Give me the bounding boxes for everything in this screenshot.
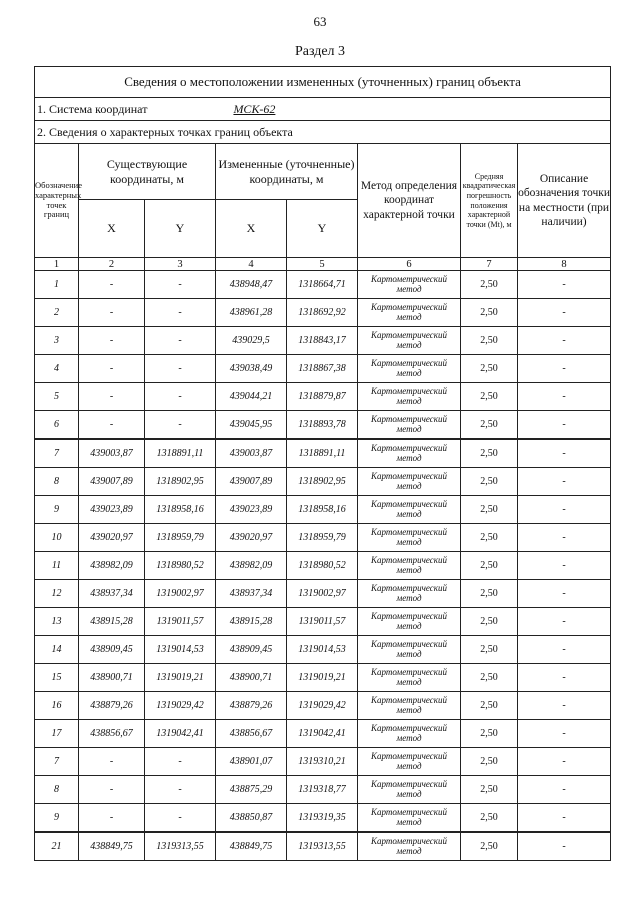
error-cell: 2,50 — [461, 524, 518, 552]
changed-y-cell: 1319318,77 — [287, 776, 358, 804]
description-cell: - — [518, 439, 611, 468]
changed-y-cell: 1319313,55 — [287, 832, 358, 861]
column-number: 4 — [216, 258, 287, 271]
existing-y-cell: 1319014,53 — [145, 636, 216, 664]
point-label-cell: 12 — [35, 580, 79, 608]
header-changed-y: Y — [287, 200, 358, 258]
existing-x-cell: - — [79, 327, 145, 355]
coord-system-value: МСК-62 — [233, 101, 276, 116]
description-cell: - — [518, 383, 611, 411]
point-label-cell: 13 — [35, 608, 79, 636]
description-cell: - — [518, 524, 611, 552]
method-cell: Картометрический метод — [358, 439, 461, 468]
existing-y-cell: 1318902,95 — [145, 468, 216, 496]
existing-x-cell: 438909,45 — [79, 636, 145, 664]
error-cell: 2,50 — [461, 720, 518, 748]
error-cell: 2,50 — [461, 439, 518, 468]
method-cell: Картометрический метод — [358, 664, 461, 692]
existing-x-cell: 439023,89 — [79, 496, 145, 524]
point-label-cell: 5 — [35, 383, 79, 411]
existing-x-cell: 438856,67 — [79, 720, 145, 748]
coord-system-row — [35, 98, 611, 121]
description-cell: - — [518, 804, 611, 833]
column-number: 1 — [35, 258, 79, 271]
column-number: 8 — [518, 258, 611, 271]
description-cell: - — [518, 271, 611, 299]
point-label-cell: 8 — [35, 468, 79, 496]
point-label-cell: 10 — [35, 524, 79, 552]
error-cell: 2,50 — [461, 804, 518, 833]
table-row — [35, 580, 611, 608]
existing-y-cell: 1318958,16 — [145, 496, 216, 524]
changed-x-cell: 438915,28 — [216, 608, 287, 636]
existing-x-cell: 438937,34 — [79, 580, 145, 608]
changed-y-cell: 1318958,16 — [287, 496, 358, 524]
error-cell: 2,50 — [461, 776, 518, 804]
error-cell: 2,50 — [461, 355, 518, 383]
point-label-cell: 9 — [35, 496, 79, 524]
header-error: Средняя квадратическая погрешность положения характерной точки (Мt), м — [461, 144, 518, 258]
error-cell: 2,50 — [461, 411, 518, 440]
error-cell: 2,50 — [461, 636, 518, 664]
changed-y-cell: 1319310,21 — [287, 748, 358, 776]
table-row — [35, 720, 611, 748]
existing-x-cell: - — [79, 299, 145, 327]
existing-y-cell: 1319002,97 — [145, 580, 216, 608]
method-cell: Картометрический метод — [358, 411, 461, 440]
changed-y-cell: 1318891,11 — [287, 439, 358, 468]
existing-y-cell: 1319029,42 — [145, 692, 216, 720]
error-cell: 2,50 — [461, 327, 518, 355]
description-cell: - — [518, 468, 611, 496]
description-cell: - — [518, 580, 611, 608]
table-row — [35, 355, 611, 383]
existing-x-cell: - — [79, 271, 145, 299]
table-row — [35, 271, 611, 299]
table-row — [35, 299, 611, 327]
existing-y-cell: - — [145, 271, 216, 299]
changed-y-cell: 1318843,17 — [287, 327, 358, 355]
changed-x-cell: 438875,29 — [216, 776, 287, 804]
existing-x-cell: 438982,09 — [79, 552, 145, 580]
point-label-cell: 14 — [35, 636, 79, 664]
error-cell: 2,50 — [461, 832, 518, 861]
description-cell: - — [518, 411, 611, 440]
existing-y-cell: - — [145, 299, 216, 327]
point-label-cell: 1 — [35, 271, 79, 299]
error-cell: 2,50 — [461, 383, 518, 411]
existing-x-cell: 438849,75 — [79, 832, 145, 861]
table-row — [35, 692, 611, 720]
header-changed-x: X — [216, 200, 287, 258]
changed-y-cell: 1319019,21 — [287, 664, 358, 692]
description-cell: - — [518, 692, 611, 720]
method-cell: Картометрический метод — [358, 580, 461, 608]
header-existing-y: Y — [145, 200, 216, 258]
existing-y-cell: 1319011,57 — [145, 608, 216, 636]
table-row — [35, 832, 611, 861]
header-existing-x: X — [79, 200, 145, 258]
error-cell: 2,50 — [461, 271, 518, 299]
changed-y-cell: 1318664,71 — [287, 271, 358, 299]
point-label-cell: 2 — [35, 299, 79, 327]
existing-y-cell: - — [145, 383, 216, 411]
existing-y-cell: - — [145, 748, 216, 776]
page-number: 63 — [313, 14, 327, 29]
changed-x-cell: 438961,28 — [216, 299, 287, 327]
column-number: 7 — [461, 258, 518, 271]
existing-y-cell: 1318980,52 — [145, 552, 216, 580]
method-cell: Картометрический метод — [358, 496, 461, 524]
existing-x-cell: 438879,26 — [79, 692, 145, 720]
table-row — [35, 524, 611, 552]
point-label-cell: 3 — [35, 327, 79, 355]
existing-y-cell: 1319042,41 — [145, 720, 216, 748]
table-row — [35, 776, 611, 804]
header-description: Описание обозначения точки на местности (при наличии) — [518, 144, 611, 258]
changed-x-cell: 438900,71 — [216, 664, 287, 692]
point-label-cell: 9 — [35, 804, 79, 833]
description-cell: - — [518, 608, 611, 636]
table-row — [35, 439, 611, 468]
existing-x-cell: - — [79, 748, 145, 776]
existing-x-cell: - — [79, 804, 145, 833]
point-label-cell: 21 — [35, 832, 79, 861]
description-cell: - — [518, 327, 611, 355]
changed-x-cell: 438901,07 — [216, 748, 287, 776]
table-title: Сведения о местоположении измененных (уточненных) границ объекта — [35, 67, 611, 98]
changed-x-cell: 439044,21 — [216, 383, 287, 411]
changed-x-cell: 439020,97 — [216, 524, 287, 552]
point-label-cell: 16 — [35, 692, 79, 720]
method-cell: Картометрический метод — [358, 636, 461, 664]
error-cell: 2,50 — [461, 496, 518, 524]
table-row — [35, 664, 611, 692]
changed-x-cell: 438982,09 — [216, 552, 287, 580]
changed-y-cell: 1318902,95 — [287, 468, 358, 496]
changed-x-cell: 438849,75 — [216, 832, 287, 861]
method-cell: Картометрический метод — [358, 804, 461, 833]
existing-x-cell: - — [79, 411, 145, 440]
existing-x-cell: - — [79, 776, 145, 804]
method-cell: Картометрический метод — [358, 720, 461, 748]
table-row — [35, 327, 611, 355]
error-cell: 2,50 — [461, 299, 518, 327]
description-cell: - — [518, 664, 611, 692]
existing-x-cell: 439020,97 — [79, 524, 145, 552]
changed-y-cell: 1319042,41 — [287, 720, 358, 748]
method-cell: Картометрический метод — [358, 608, 461, 636]
description-cell: - — [518, 776, 611, 804]
description-cell: - — [518, 720, 611, 748]
changed-y-cell: 1319014,53 — [287, 636, 358, 664]
method-cell: Картометрический метод — [358, 524, 461, 552]
coord-system-label: 1. Система координат — [37, 101, 148, 116]
table-row — [35, 383, 611, 411]
method-cell: Картометрический метод — [358, 383, 461, 411]
point-label-cell: 4 — [35, 355, 79, 383]
method-cell: Картометрический метод — [358, 355, 461, 383]
description-cell: - — [518, 496, 611, 524]
existing-x-cell: 438900,71 — [79, 664, 145, 692]
changed-x-cell: 438909,45 — [216, 636, 287, 664]
existing-x-cell: 438915,28 — [79, 608, 145, 636]
existing-y-cell: - — [145, 776, 216, 804]
method-cell: Картометрический метод — [358, 552, 461, 580]
method-cell: Картометрический метод — [358, 299, 461, 327]
point-label-cell: 7 — [35, 748, 79, 776]
existing-y-cell: 1318959,79 — [145, 524, 216, 552]
existing-y-cell: 1319019,21 — [145, 664, 216, 692]
point-label-cell: 15 — [35, 664, 79, 692]
existing-x-cell: 439007,89 — [79, 468, 145, 496]
changed-y-cell: 1319319,35 — [287, 804, 358, 833]
points-heading: 2. Сведения о характерных точках границ объекта — [35, 121, 611, 144]
table-row — [35, 411, 611, 440]
point-label-cell: 6 — [35, 411, 79, 440]
point-label-cell: 17 — [35, 720, 79, 748]
existing-x-cell: - — [79, 383, 145, 411]
changed-x-cell: 439023,89 — [216, 496, 287, 524]
header-point-label: Обозначение характерных точек границ — [35, 144, 79, 258]
changed-x-cell: 439029,5 — [216, 327, 287, 355]
column-number: 3 — [145, 258, 216, 271]
table-row — [35, 496, 611, 524]
column-number: 6 — [358, 258, 461, 271]
column-number: 5 — [287, 258, 358, 271]
error-cell: 2,50 — [461, 664, 518, 692]
changed-x-cell: 439045,95 — [216, 411, 287, 440]
method-cell: Картометрический метод — [358, 776, 461, 804]
table-row — [35, 636, 611, 664]
header-changed-coords: Измененные (уточненные) координаты, м — [216, 144, 358, 200]
existing-y-cell: 1319313,55 — [145, 832, 216, 861]
point-label-cell: 11 — [35, 552, 79, 580]
changed-x-cell: 439038,49 — [216, 355, 287, 383]
changed-y-cell: 1319011,57 — [287, 608, 358, 636]
error-cell: 2,50 — [461, 552, 518, 580]
description-cell: - — [518, 748, 611, 776]
table-row — [35, 552, 611, 580]
changed-y-cell: 1319002,97 — [287, 580, 358, 608]
error-cell: 2,50 — [461, 608, 518, 636]
existing-x-cell: 439003,87 — [79, 439, 145, 468]
changed-x-cell: 438879,26 — [216, 692, 287, 720]
changed-x-cell: 439003,87 — [216, 439, 287, 468]
method-cell: Картометрический метод — [358, 748, 461, 776]
existing-y-cell: - — [145, 804, 216, 833]
column-numbers-row — [35, 258, 611, 271]
changed-y-cell: 1318893,78 — [287, 411, 358, 440]
error-cell: 2,50 — [461, 468, 518, 496]
column-number: 2 — [79, 258, 145, 271]
existing-y-cell: - — [145, 327, 216, 355]
changed-x-cell: 439007,89 — [216, 468, 287, 496]
existing-y-cell: - — [145, 355, 216, 383]
method-cell: Картометрический метод — [358, 468, 461, 496]
changed-y-cell: 1319029,42 — [287, 692, 358, 720]
table-row — [35, 608, 611, 636]
changed-y-cell: 1318692,92 — [287, 299, 358, 327]
changed-y-cell: 1318980,52 — [287, 552, 358, 580]
error-cell: 2,50 — [461, 748, 518, 776]
changed-y-cell: 1318959,79 — [287, 524, 358, 552]
changed-x-cell: 438937,34 — [216, 580, 287, 608]
header-method: Метод определения координат характерной точки — [358, 144, 461, 258]
boundary-points-table — [34, 66, 611, 861]
method-cell: Картометрический метод — [358, 327, 461, 355]
changed-x-cell: 438948,47 — [216, 271, 287, 299]
method-cell: Картометрический метод — [358, 271, 461, 299]
table-row — [35, 748, 611, 776]
method-cell: Картометрический метод — [358, 692, 461, 720]
error-cell: 2,50 — [461, 692, 518, 720]
description-cell: - — [518, 636, 611, 664]
point-label-cell: 7 — [35, 439, 79, 468]
table-row — [35, 468, 611, 496]
section-title: Раздел 3 — [294, 44, 346, 59]
changed-x-cell: 438856,67 — [216, 720, 287, 748]
existing-y-cell: 1318891,11 — [145, 439, 216, 468]
existing-x-cell: - — [79, 355, 145, 383]
existing-y-cell: - — [145, 411, 216, 440]
description-cell: - — [518, 355, 611, 383]
error-cell: 2,50 — [461, 580, 518, 608]
changed-x-cell: 438850,87 — [216, 804, 287, 833]
point-label-cell: 8 — [35, 776, 79, 804]
changed-y-cell: 1318867,38 — [287, 355, 358, 383]
changed-y-cell: 1318879,87 — [287, 383, 358, 411]
method-cell: Картометрический метод — [358, 832, 461, 861]
description-cell: - — [518, 299, 611, 327]
table-row — [35, 804, 611, 833]
header-existing-coords: Существующие координаты, м — [79, 144, 216, 200]
description-cell: - — [518, 552, 611, 580]
description-cell: - — [518, 832, 611, 861]
